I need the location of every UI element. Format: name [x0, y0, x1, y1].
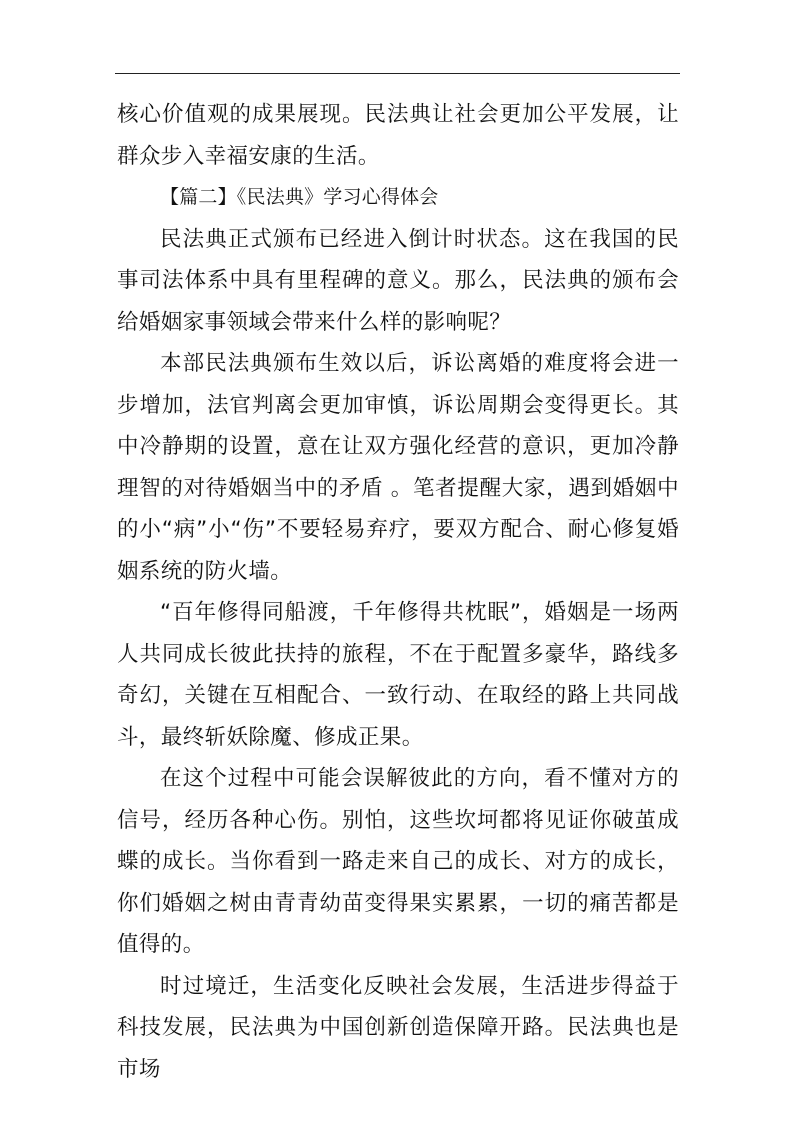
- header-rule: [115, 73, 680, 74]
- paragraph-intro: 民法典正式颁布已经进入倒计时状态。这在我国的民事司法体系中具有里程碑的意义。那么，民法典的颁布会给婚姻家事领域会带来什么样的影响呢？: [117, 226, 679, 335]
- paragraph-cooling-period: 本部民法典颁布生效以后，诉讼离婚的难度将会进一步增加，法官判离会更加审慎，诉讼周期会变得更长。其中冷静期的设置，意在让双方强化经营的意识，更加冷静理智的对待婚姻当中的矛盾 。笔者提醒大家，遇到婚姻中的小“病”小“伤”不要轻易弃疗，要双方配合、耐心修复婚姻系统的防火墙。: [117, 351, 679, 584]
- paragraph-social-development: 时过境迁，生活变化反映社会发展，生活进步得益于科技发展，民法典为中国创新创造保障开路。民法典也是市场: [117, 973, 679, 1082]
- paragraph-continuation: 核心价值观的成果展现。民法典让社会更加公平发展，让群众步入幸福安康的生活。: [117, 102, 679, 169]
- paragraph-growth: 在这个过程中可能会误解彼此的方向，看不懂对方的信号，经历各种心伤。别怕，这些坎坷都将见证你破茧成蝶的成长。当你看到一路走来自己的成长、对方的成长，你们婚姻之树由青青幼苗变得果实累累，一切的痛苦都是值得的。: [117, 766, 679, 957]
- paragraph-marriage-journey: “百年修得同船渡，千年修得共枕眠”，婚姻是一场两人共同成长彼此扶持的旅程，不在于配置多豪华，路线多奇幻，关键在互相配合、一致行动、在取经的路上共同战斗，最终斩妖除魔、修成正果。: [117, 600, 679, 750]
- document-body: [117, 94, 679, 1090]
- section-heading: 【篇二】《民法典》学习心得体会: [160, 186, 439, 208]
